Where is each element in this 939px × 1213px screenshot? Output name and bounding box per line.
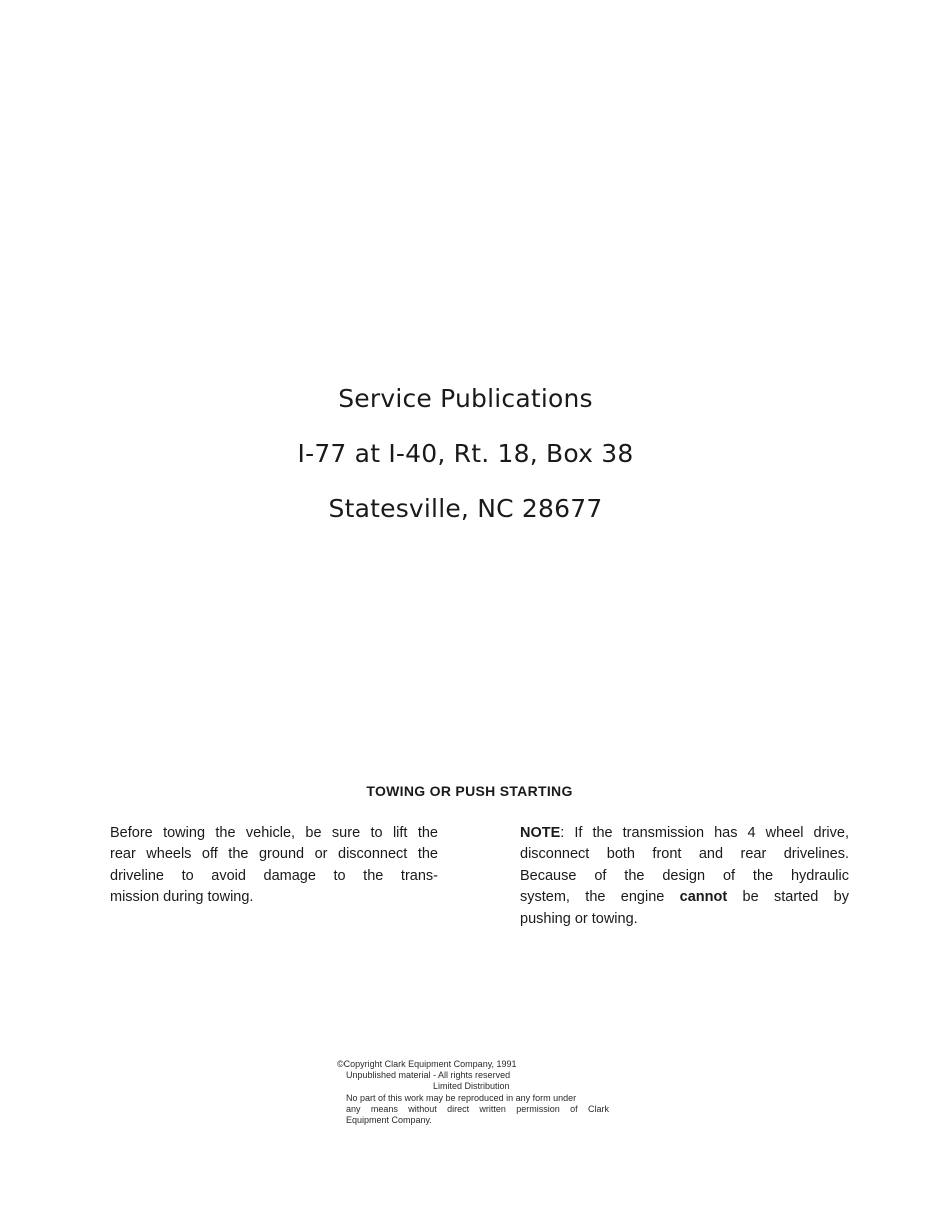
- note-text: system, the engine: [520, 889, 680, 906]
- towing-instructions-line: Before towing the vehicle, be sure to lift the: [110, 825, 438, 841]
- copyright-line: any means without direct written permission of Clark: [346, 1103, 609, 1114]
- publisher-city-state-zip: Statesville, NC 28677: [328, 494, 603, 523]
- note-emphasis: cannot: [679, 889, 728, 906]
- publisher-name: Service Publications: [338, 384, 593, 413]
- note-line: [520, 887, 849, 908]
- note-line: [520, 823, 849, 844]
- note-text: be started by: [727, 889, 849, 906]
- note-line: pushing or towing.: [520, 910, 638, 927]
- copyright-line: Limited Distribution: [433, 1081, 510, 1092]
- note-line: Because of the design of the hydraulic: [520, 867, 849, 884]
- section-heading: TOWING OR PUSH STARTING: [366, 783, 573, 799]
- note-line: disconnect both front and rear drivelines.: [520, 846, 849, 863]
- copyright-line: No part of this work may be reproduced in any form under: [346, 1092, 577, 1103]
- publisher-street-address: I-77 at I-40, Rt. 18, Box 38: [297, 439, 634, 468]
- towing-instructions-line: driveline to avoid damage to the trans-: [110, 867, 438, 884]
- copyright-line: ©Copyright Clark Equipment Company, 1991: [337, 1059, 517, 1069]
- towing-instructions-paragraph: [110, 823, 438, 909]
- copyright-line: Unpublished material - All rights reserved: [346, 1070, 511, 1081]
- note-text: : If the transmission has 4 wheel drive,: [560, 825, 849, 841]
- copyright-line: Equipment Company.: [346, 1115, 432, 1126]
- note-label: NOTE: [520, 825, 561, 841]
- copyright-notice: [337, 1059, 609, 1126]
- note-paragraph: [520, 823, 849, 930]
- towing-instructions-line: mission during towing.: [110, 889, 254, 906]
- towing-instructions-line: rear wheels off the ground or disconnect the: [110, 846, 438, 863]
